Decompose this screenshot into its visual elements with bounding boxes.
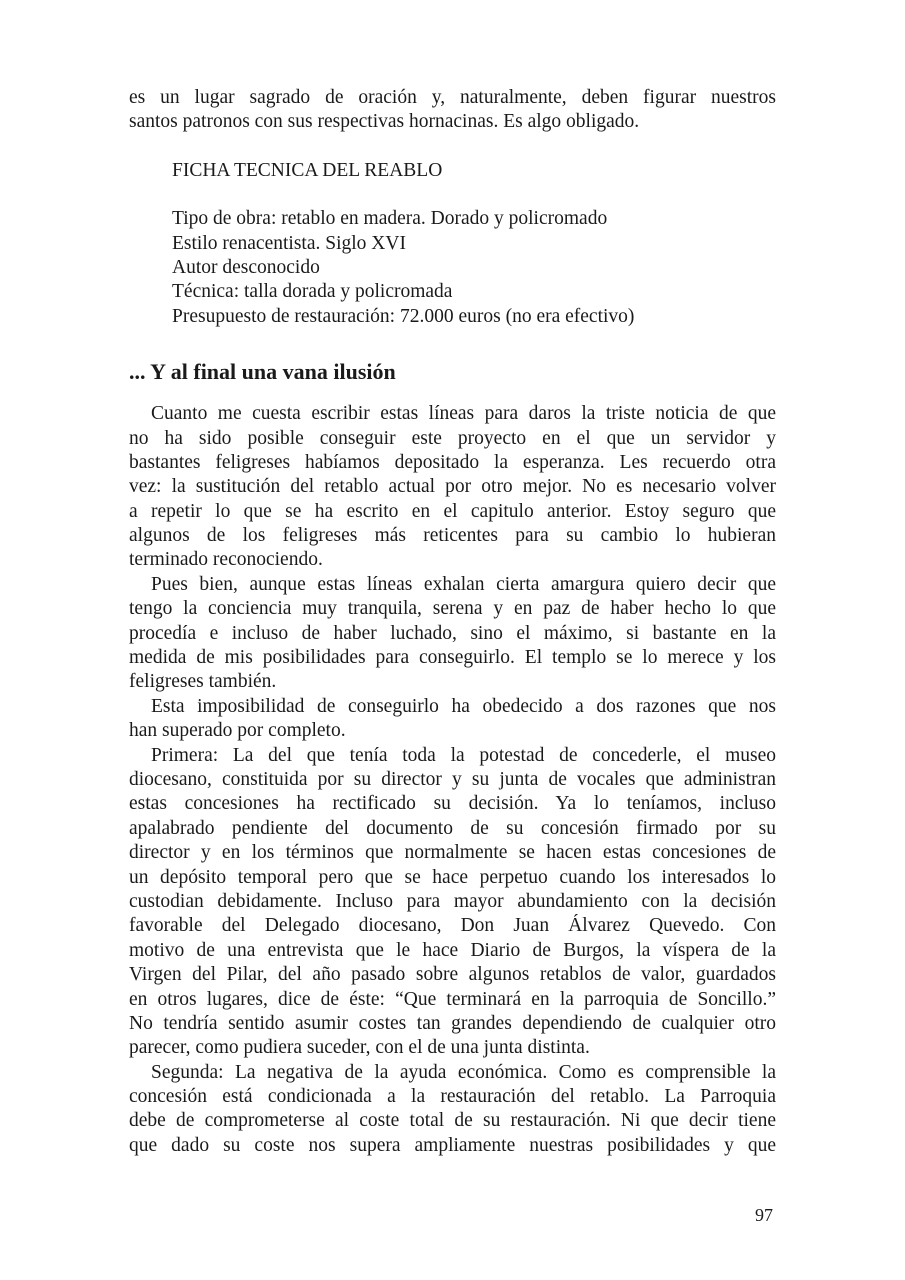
text-line: estas concesiones ha rectificado su decisión. Ya lo teníamos, incluso <box>129 793 776 815</box>
text-line: bastantes feligreses habíamos depositado la esperanza. Les recuerdo otra <box>129 451 776 473</box>
text-line: es un lugar sagrado de oración y, naturalmente, deben figurar nuestros <box>129 87 776 108</box>
text-line: terminado reconociendo. <box>129 549 323 571</box>
text-line: concesión está condicionada a la restauración del retablo. La Parroquia <box>129 1086 776 1108</box>
text-line: a repetir lo que se ha escrito en el capitulo anterior. Estoy seguro que <box>129 500 776 522</box>
text-line: custodian debidamente. Incluso para mayor abundamiento con la decisión <box>129 890 776 912</box>
text-line: Virgen del Pilar, del año pasado sobre algunos retablos de valor, guardados <box>129 964 776 986</box>
text-line: en otros lugares, dice de éste: “Que terminará en la parroquia de Soncillo.” <box>129 988 776 1010</box>
technical-sheet-item: Tipo de obra: retablo en madera. Dorado y policromado <box>172 208 608 230</box>
text-line: Esta imposibilidad de conseguirlo ha obedecido a dos razones que nos <box>151 695 776 717</box>
text-line: favorable del Delegado diocesano, Don Juan Álvarez Quevedo. Con <box>129 915 776 937</box>
text-line: debe de comprometerse al coste total de su restauración. Ni que decir tiene <box>129 1110 776 1132</box>
text-line: santos patronos con sus respectivas hornacinas. Es algo obligado. <box>129 111 640 133</box>
text-line: no ha sido posible conseguir este proyecto en el que un servidor y <box>129 427 776 449</box>
text-line: Primera: La del que tenía toda la potestad de concederle, el museo <box>151 744 776 766</box>
body-paragraph <box>129 1061 776 1159</box>
body-paragraph <box>129 402 776 573</box>
technical-sheet <box>172 159 776 329</box>
text-line: feligreses también. <box>129 671 277 693</box>
technical-sheet-item: Técnica: talla dorada y policromada <box>172 281 453 303</box>
technical-sheet-item: Estilo renacentista. Siglo XVI <box>172 232 406 254</box>
text-line: parecer, como pudiera suceder, con el de una junta distinta. <box>129 1037 590 1059</box>
document-page <box>129 86 776 1158</box>
text-line: que dado su coste nos supera ampliamente nuestras posibilidades y que <box>129 1134 776 1156</box>
body-paragraph <box>129 695 776 744</box>
text-line: director y en los términos que normalmente se hacen estas concesiones de <box>129 842 776 864</box>
technical-sheet-title: FICHA TECNICA DEL REABLO <box>172 159 443 181</box>
technical-sheet-item: Presupuesto de restauración: 72.000 euros (no era efectivo) <box>172 305 635 327</box>
text-line: vez: la sustitución del retablo actual por otro mejor. No es necesario volver <box>129 476 776 498</box>
text-line: procedía e incluso de haber luchado, sino el máximo, si bastante en la <box>129 622 776 644</box>
text-line: medida de mis posibilidades para conseguirlo. El templo se lo merece y los <box>129 647 776 669</box>
text-line: tengo la conciencia muy tranquila, serena y en paz de haber hecho lo que <box>129 598 776 620</box>
text-line: Pues bien, aunque estas líneas exhalan cierta amargura quiero decir que <box>151 573 776 595</box>
body-paragraph <box>129 744 776 1061</box>
page-number: 97 <box>755 1205 773 1225</box>
text-line: han superado por completo. <box>129 720 346 742</box>
text-line: Segunda: La negativa de la ayuda económica. Como es comprensible la <box>151 1061 776 1083</box>
text-line: diocesano, constituida por su director y su junta de vocales que administran <box>129 768 776 790</box>
text-line: apalabrado pendiente del documento de su concesión firmado por su <box>129 817 776 839</box>
text-line: motivo de una entrevista que le hace Diario de Burgos, la víspera de la <box>129 939 776 961</box>
text-line: No tendría sentido asumir costes tan grandes dependiendo de cualquier otro <box>129 1012 776 1034</box>
intro-paragraph <box>129 86 776 135</box>
text-line: Cuanto me cuesta escribir estas líneas para daros la triste noticia de que <box>151 403 776 425</box>
text-line: un depósito temporal pero que se hace perpetuo cuando los interesados lo <box>129 866 776 888</box>
text-line: algunos de los feligreses más reticentes para su cambio lo hubieran <box>129 525 776 547</box>
body-paragraph <box>129 573 776 695</box>
technical-sheet-item: Autor desconocido <box>172 256 320 278</box>
section-heading: ... Y al final una vana ilusión <box>129 359 396 385</box>
